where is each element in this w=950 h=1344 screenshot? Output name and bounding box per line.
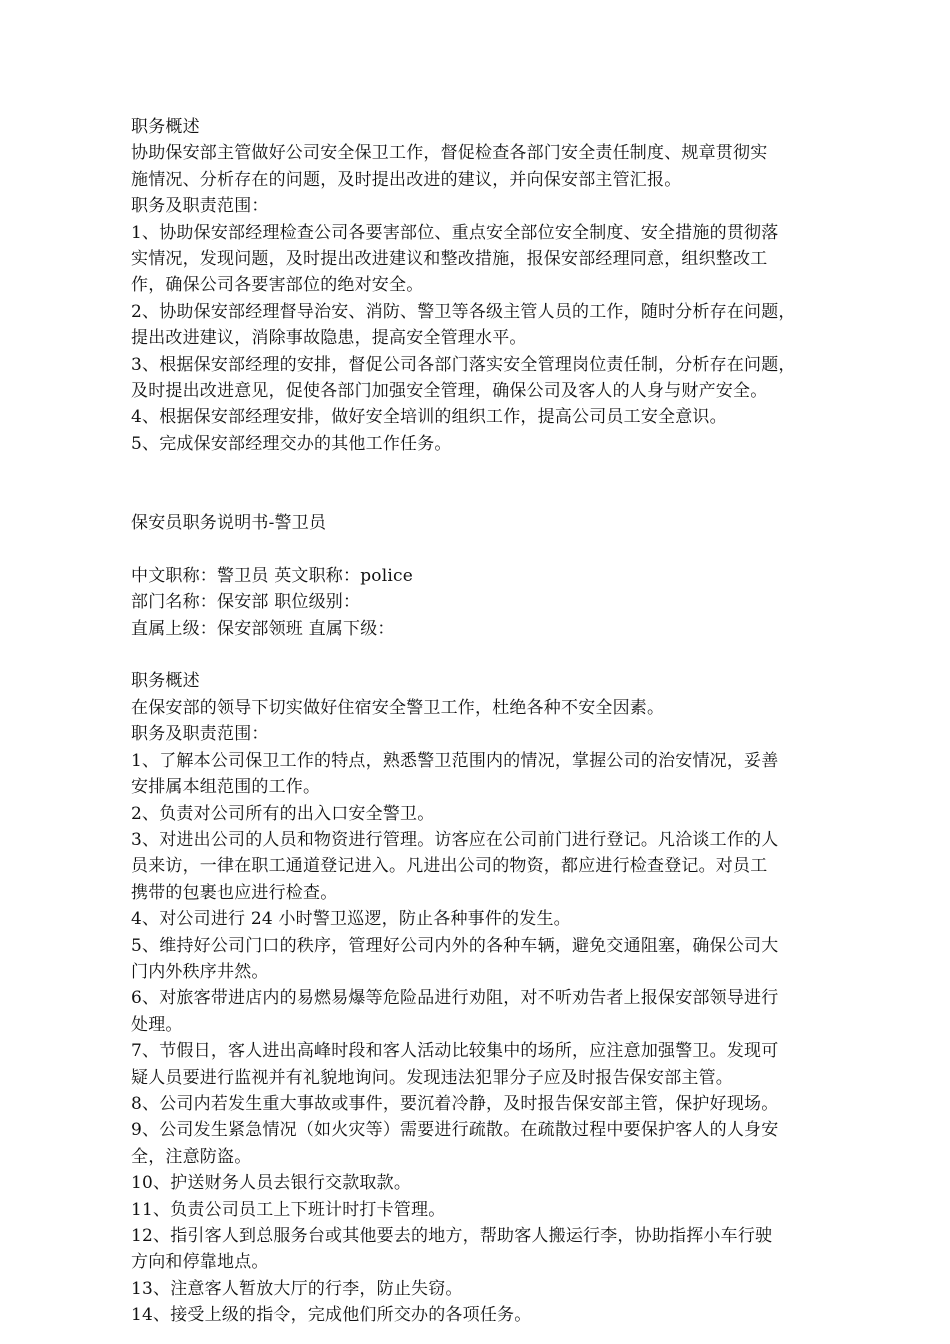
duty-line: 及时提出改进意见，促使各部门加强安全管理，确保公司及客人的人身与财产安全。 bbox=[131, 381, 768, 402]
duty-line: 10、护送财务人员去银行交款取款。 bbox=[131, 1173, 412, 1194]
duty-line: 5、完成保安部经理交办的其他工作任务。 bbox=[131, 433, 452, 454]
info-line: 中文职称：警卫员 英文职称：police bbox=[131, 565, 413, 586]
duty-line: 安排属本组范围的工作。 bbox=[131, 777, 321, 798]
duty-line: 5、维持好公司门口的秩序，管理好公司内外的各种车辆，避免交通阻塞，确保公司大 bbox=[131, 935, 779, 956]
duty-line: 3、根据保安部经理的安排，督促公司各部门落实安全管理岗位责任制，分析存在问题， bbox=[131, 354, 796, 375]
duty-line: 作，确保公司各要害部位的绝对安全。 bbox=[131, 275, 424, 296]
overview-heading: 职务概述 bbox=[131, 117, 200, 137]
duty-line: 4、对公司进行 24 小时警卫巡逻，防止各种事件的发生。 bbox=[131, 909, 571, 930]
duty-line: 8、公司内若发生重大事故或事件，要沉着冷静，及时报告保安部主管，保护好现场。 bbox=[131, 1093, 779, 1114]
spacer bbox=[131, 457, 861, 510]
document-page bbox=[131, 114, 861, 1329]
duty-line: 1、了解本公司保卫工作的特点，熟悉警卫范围内的情况，掌握公司的治安情况，妥善 bbox=[131, 750, 779, 771]
spacer bbox=[131, 536, 861, 562]
info-line: 直属上级：保安部领班 直属下级： bbox=[131, 618, 395, 639]
section-2 bbox=[131, 510, 861, 1329]
duty-line: 实情况，发现问题，及时提出改进建议和整改措施，报保安部经理同意，组织整改工 bbox=[131, 249, 768, 270]
duty-line: 14、接受上级的指令，完成他们所交办的各项任务。 bbox=[131, 1305, 532, 1326]
section-1 bbox=[131, 114, 861, 457]
duty-line: 方向和停靠地点。 bbox=[131, 1252, 269, 1273]
overview-line: 在保安部的领导下切实做好住宿安全警卫工作，杜绝各种不安全因素。 bbox=[131, 697, 665, 718]
duty-line: 6、对旅客带进店内的易燃易爆等危险品进行劝阻，对不听劝告者上报保安部领导进行 bbox=[131, 988, 779, 1009]
info-line: 部门名称：保安部 职位级别： bbox=[131, 592, 361, 613]
duty-line: 员来访，一律在职工通道登记进入。凡进出公司的物资，都应进行检查登记。对员工 bbox=[131, 856, 768, 877]
scope-heading: 职务及职责范围： bbox=[131, 196, 269, 217]
overview-line: 协助保安部主管做好公司安全保卫工作，督促检查各部门安全责任制度、规章贯彻实 bbox=[131, 143, 768, 164]
duty-line: 4、根据保安部经理安排，做好安全培训的组织工作，提高公司员工安全意识。 bbox=[131, 407, 727, 428]
duty-line: 门内外秩序井然。 bbox=[131, 961, 269, 982]
duty-line: 全，注意防盗。 bbox=[131, 1146, 252, 1167]
overview-line: 施情况、分析存在的问题，及时提出改进的建议，并向保安部主管汇报。 bbox=[131, 169, 682, 190]
duty-line: 12、指引客人到总服务台或其他要去的地方，帮助客人搬运行李，协助指挥小车行驶 bbox=[131, 1226, 773, 1247]
overview-heading: 职务概述 bbox=[131, 671, 200, 692]
duty-line: 7、节假日，客人进出高峰时段和客人活动比较集中的场所，应注意加强警卫。发现可 bbox=[131, 1041, 779, 1062]
duty-line: 13、注意客人暂放大厅的行李，防止失窃。 bbox=[131, 1278, 463, 1299]
spacer bbox=[131, 642, 861, 668]
scope-heading: 职务及职责范围： bbox=[131, 724, 269, 745]
duty-line: 3、对进出公司的人员和物资进行管理。访客应在公司前门进行登记。凡洽谈工作的人 bbox=[131, 829, 779, 850]
duty-line: 11、负责公司员工上下班计时打卡管理。 bbox=[131, 1199, 446, 1220]
duty-line: 提出改进建议，消除事故隐患，提高安全管理水平。 bbox=[131, 328, 527, 349]
duty-line: 2、协助保安部经理督导治安、消防、警卫等各级主管人员的工作，随时分析存在问题， bbox=[131, 301, 796, 322]
duty-line: 疑人员要进行监视并有礼貌地询问。发现违法犯罪分子应及时报告保安部主管。 bbox=[131, 1067, 733, 1088]
duty-line: 携带的包裹也应进行检查。 bbox=[131, 882, 338, 903]
duty-line: 1、协助保安部经理检查公司各要害部位、重点安全部位安全制度、安全措施的贯彻落 bbox=[131, 222, 779, 243]
duty-line: 处理。 bbox=[131, 1014, 183, 1035]
duty-line: 9、公司发生紧急情况（如火灾等）需要进行疏散。在疏散过程中要保护客人的人身安 bbox=[131, 1120, 779, 1141]
duty-line: 2、负责对公司所有的出入口安全警卫。 bbox=[131, 803, 435, 824]
document-title: 保安员职务说明书-警卫员 bbox=[131, 513, 327, 534]
